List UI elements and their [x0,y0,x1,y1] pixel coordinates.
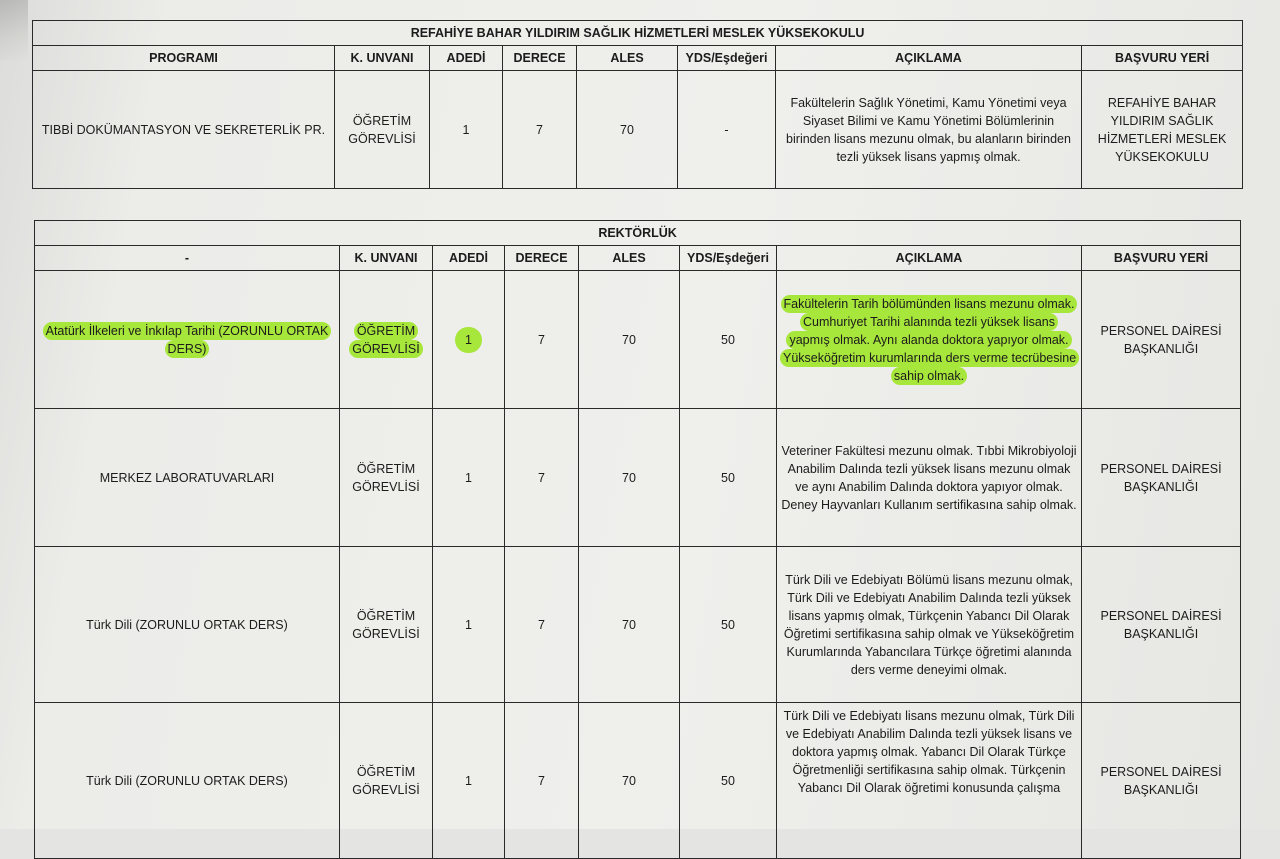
program-text-highlighted: Atatürk İlkeleri ve İnkılap Tarihi (ZORUNLU ORTAK DERS) [43,322,332,358]
header-derece: DERECE [505,246,579,271]
adedi-cell: 1 [430,71,503,189]
yds-cell: 50 [680,547,777,703]
table-title: REKTÖRLÜK [35,221,1241,246]
aciklama-cell: Türk Dili ve Edebiyatı Bölümü lisans mezunu olmak, Türk Dili ve Edebiyatı Anabilim Dalında tezli yüksek lisans yapmış olmak, Türkçenin Yabancı Dil Olarak Öğretimi sertifikasına sahip olmak ve Yükseköğretim Kurumlarında Yabancılara Türkçe öğretimi alanında ders verme deneyimi olmak. [777,547,1082,703]
header-unvan: K. UNVANI [335,46,430,71]
unvan-cell [340,271,433,409]
table-rektorluk [34,220,1241,859]
table-refahiye [32,20,1243,189]
yds-cell: 50 [680,409,777,547]
aciklama-cell: Türk Dili ve Edebiyatı lisans mezunu olmak, Türk Dili ve Edebiyatı Anabilim Dalında tezli yüksek lisans ve doktora yapmış olmak. Yabancı Dil Olarak Türkçe Öğretmenliği sertifikasına sahip olmak. Türkçenin Yabancı Dil Olarak öğretimi konusunda çalışma [777,703,1082,859]
table-title: REFAHİYE BAHAR YILDIRIM SAĞLIK HİZMETLERİ MESLEK YÜKSEKOKULU [33,21,1243,46]
header-adedi: ADEDİ [430,46,503,71]
aciklama-text-highlighted: Fakültelerin Tarih bölümünden lisans mezunu olmak. Cumhuriyet Tarihi alanında tezli yüksek lisans yapmış olmak. Aynı alanda doktora yapıyor olmak. Yükseköğretim kurumlarında ders verme tecrübesine sahip olmak. [780,295,1079,385]
ales-cell: 70 [579,271,680,409]
yds-cell: 50 [680,703,777,859]
table-row [35,703,1241,859]
program-cell: TIBBİ DOKÜMANTASYON VE SEKRETERLİK PR. [33,71,335,189]
header-ales: ALES [577,46,678,71]
aciklama-cell: Fakültelerin Sağlık Yönetimi, Kamu Yönetimi veya Siyaset Bilimi ve Kamu Yönetimi Bölümlerinin birinden lisans mezunu olmak, bu alanların birinden tezli yüksek lisans yapmış olmak. [776,71,1082,189]
aciklama-cell: Veteriner Fakültesi mezunu olmak. Tıbbi Mikrobiyoloji Anabilim Dalında tezli yüksek lisans mezunu olmak ve aynı Anabilim Dalında doktora yapıyor olmak. Deney Hayvanları Kullanım sertifikasına sahip olmak. [777,409,1082,547]
header-aciklama: AÇIKLAMA [776,46,1082,71]
header-yds: YDS/Eşdeğeri [680,246,777,271]
basvuru-cell: PERSONEL DAİRESİ BAŞKANLIĞI [1082,271,1241,409]
derece-cell: 7 [505,547,579,703]
unvan-cell: ÖĞRETİM GÖREVLİSİ [335,71,430,189]
yds-cell: 50 [680,271,777,409]
adedi-text-highlighted: 1 [455,327,482,353]
unvan-text-highlighted: ÖĞRETİM GÖREVLİSİ [349,322,422,358]
ales-cell: 70 [579,409,680,547]
table-row [35,409,1241,547]
header-ales: ALES [579,246,680,271]
basvuru-cell: PERSONEL DAİRESİ BAŞKANLIĞI [1082,703,1241,859]
derece-cell: 7 [505,409,579,547]
program-cell [35,271,340,409]
adedi-cell: 1 [433,547,505,703]
program-cell: Türk Dili (ZORUNLU ORTAK DERS) [35,547,340,703]
header-basvuru: BAŞVURU YERİ [1082,246,1241,271]
basvuru-cell: PERSONEL DAİRESİ BAŞKANLIĞI [1082,409,1241,547]
adedi-cell: 1 [433,409,505,547]
basvuru-cell: REFAHİYE BAHAR YILDIRIM SAĞLIK HİZMETLERİ MESLEK YÜKSEKOKULU [1082,71,1243,189]
table-row [33,71,1243,189]
program-cell: Türk Dili (ZORUNLU ORTAK DERS) [35,703,340,859]
ales-cell: 70 [579,547,680,703]
program-cell: MERKEZ LABORATUVARLARI [35,409,340,547]
table-row-highlighted [35,271,1241,409]
unvan-cell: ÖĞRETİM GÖREVLİSİ [340,703,433,859]
ales-cell: 70 [579,703,680,859]
header-yds: YDS/Eşdeğeri [678,46,776,71]
header-aciklama: AÇIKLAMA [777,246,1082,271]
header-adedi: ADEDİ [433,246,505,271]
yds-cell: - [678,71,776,189]
page-fold-shadow [0,0,28,60]
derece-cell: 7 [505,271,579,409]
unvan-cell: ÖĞRETİM GÖREVLİSİ [340,409,433,547]
header-basvuru: BAŞVURU YERİ [1082,46,1243,71]
unvan-cell: ÖĞRETİM GÖREVLİSİ [340,547,433,703]
adedi-cell [433,271,505,409]
ales-cell: 70 [577,71,678,189]
table-row [35,547,1241,703]
adedi-cell: 1 [433,703,505,859]
derece-cell: 7 [503,71,577,189]
header-derece: DERECE [503,46,577,71]
basvuru-cell: PERSONEL DAİRESİ BAŞKANLIĞI [1082,547,1241,703]
header-unvan: K. UNVANI [340,246,433,271]
header-programi: - [35,246,340,271]
aciklama-cell [777,271,1082,409]
header-programi: PROGRAMI [33,46,335,71]
derece-cell: 7 [505,703,579,859]
